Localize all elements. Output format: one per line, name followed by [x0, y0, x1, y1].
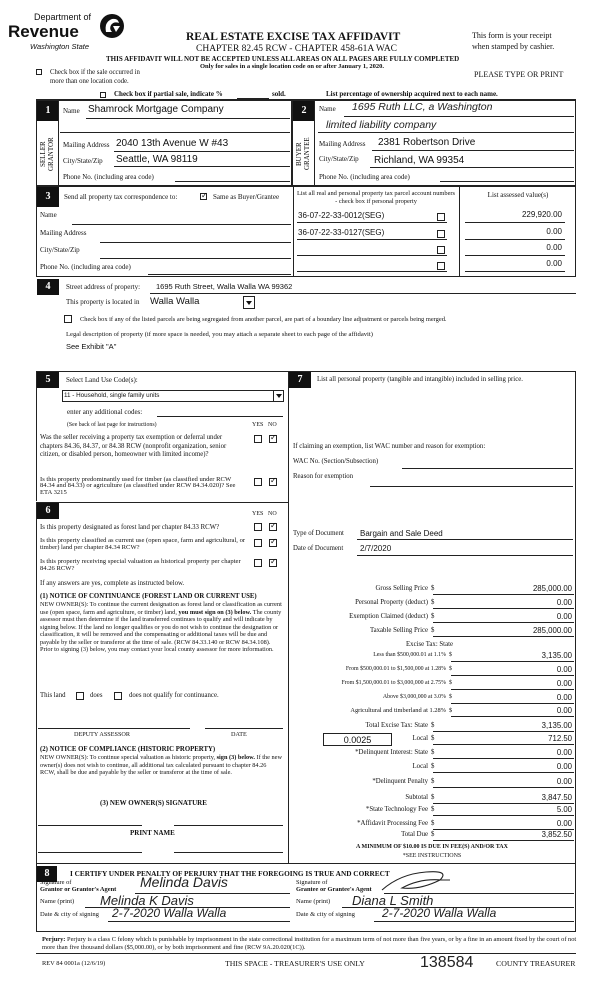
grantor-sig-label — [40, 880, 116, 893]
tax-row-value[interactable]: 0.00 — [556, 819, 572, 828]
dollar-sign: $ — [449, 666, 452, 672]
section-2-number: 2 — [293, 101, 315, 121]
local-rate-value: 0.0025 — [343, 735, 372, 745]
see-instructions: *SEE INSTRUCTIONS — [402, 853, 462, 859]
does-label: does — [90, 692, 103, 699]
exemption-label: If claiming an exemption, list WAC number and reason for exemption: — [293, 443, 486, 450]
buyer-grantee-label: BUYER GRANTEE — [295, 137, 311, 171]
buyer-city-label: City/State/Zip — [319, 155, 359, 163]
partial-sale-suffix: sold. — [272, 90, 286, 98]
doc-type-label: Type of Document — [293, 530, 344, 537]
s6-q1-yes-checkbox[interactable] — [254, 523, 262, 531]
s6-q2-no-checkbox[interactable] — [269, 539, 277, 547]
s5-q1-text: Was the seller receiving a property tax exemption or deferral under chapters 84.36, 84.37, or 84.38 RCW (nonprofit organization, senior citizen, or disabled person, homeowner with limited income)? — [40, 434, 227, 458]
buyer-mailing-field[interactable]: 2381 Robertson Drive — [378, 137, 476, 148]
s5-q2-text: Is this property predominantly used for timber (as classified under RCW 84.34 and 84.33) or agriculture (as classified under RCW 84.34.020)? See ETA 3215 — [40, 476, 236, 496]
logo-state: Washington State — [30, 42, 90, 51]
notice2-title: (2) NOTICE OF COMPLIANCE (HISTORIC PROPERTY) — [40, 746, 216, 753]
reason-label: Reason for exemption — [293, 473, 354, 480]
grantee-name-field[interactable]: Diana L Smith — [352, 893, 434, 908]
tax-row-value[interactable]: 0.00 — [556, 612, 572, 621]
grantee-date-label: Date & city of signing — [296, 911, 355, 918]
parcel-header: List all real and personal property tax parcel account numbers - check box if personal property — [296, 190, 456, 205]
dollar-sign: $ — [431, 794, 435, 801]
tax-row-value[interactable]: 3,135.00 — [541, 651, 572, 660]
notice1-text-a: NEW OWNER(S): To continue the current designation as forest land or classification as current use (open space, farm and agriculture, or timber) land, — [40, 601, 282, 616]
seller-name-field[interactable]: Shamrock Mortgage Company — [88, 104, 224, 115]
s6-no-header: NO — [268, 511, 277, 517]
rev-number: REV 84 0001a (12/6/19) — [42, 960, 106, 967]
s5-no-header: NO — [268, 422, 277, 428]
tax-row-value[interactable]: 0.00 — [556, 706, 572, 715]
doc-date-field[interactable]: 2/7/2020 — [360, 544, 392, 553]
partial-sale-checkbox[interactable] — [100, 92, 106, 98]
receipt-note-2: when stamped by cashier. — [472, 42, 555, 51]
certify-text: I CERTIFY UNDER PENALTY OF PERJURY THAT THE FOREGOING IS TRUE AND CORRECT — [70, 869, 390, 878]
legal-description-label: Legal description of property (if more space is needed, you may attach a separate sheet to each page of the affidavit) — [66, 331, 373, 338]
print-name-line-2[interactable] — [174, 852, 283, 853]
buyer-name-label: Name — [319, 105, 336, 113]
tax-row-label: *Affidavit Processing Fee — [357, 820, 428, 827]
multi-location-label: Check box if the sale occurred in more than one location code. — [50, 69, 140, 85]
s5-yes-header: YES — [252, 422, 264, 428]
print-name-label: PRINT NAME — [130, 829, 175, 837]
s6-yes-header: YES — [252, 511, 264, 517]
notice2-text — [40, 754, 282, 777]
grantor-sig-label-2: Grantor or Grantor's Agent — [40, 885, 117, 893]
tax-row-value[interactable]: 0.00 — [556, 777, 572, 786]
seller-phone-label: Phone No. (including area code) — [63, 173, 154, 181]
tax-row-value[interactable]: 0.00 — [556, 762, 572, 771]
tax-row-label: Local — [412, 735, 428, 742]
dollar-sign: $ — [431, 722, 435, 729]
wac-label: WAC No. (Section/Subsection) — [293, 458, 379, 465]
receipt-number: 138584 — [420, 954, 474, 971]
assessed-value-field[interactable]: 0.00 — [546, 227, 562, 236]
s6-q3-yes-checkbox[interactable] — [254, 559, 262, 567]
grantee-sig-label — [296, 880, 372, 893]
does-not-label: does not qualify for continuance. — [129, 692, 219, 699]
dollar-sign: $ — [431, 613, 435, 620]
logo-dept: Department of — [34, 12, 92, 22]
s6-q2-text: Is this property classified as current use (open space, farm and agricultural, or timber) land per chapter 84.34 RCW? — [40, 537, 246, 551]
street-address-field[interactable]: 1695 Ruth Street, Walla Walla WA 99362 — [156, 282, 293, 291]
grantor-date-label: Date & city of signing — [40, 911, 99, 918]
seller-name-line2[interactable] — [60, 132, 290, 133]
deputy-assessor-sig-line[interactable] — [38, 728, 190, 729]
grantee-sig-label-2: Grantee or Grantee's Agent — [296, 885, 372, 893]
buyer-name-field[interactable]: 1695 Ruth LLC, a Washington — [352, 101, 493, 113]
assessed-value-field[interactable]: 0.00 — [546, 259, 562, 268]
tax-row-value[interactable]: 0.00 — [556, 679, 572, 688]
section-5-number: 5 — [37, 372, 59, 388]
dor-swirl-icon — [98, 12, 126, 40]
this-land-label: This land — [40, 692, 66, 699]
corr-phone-field[interactable] — [148, 274, 291, 275]
tax-row-label: Less than $500,000.01 at 1.1% — [373, 652, 446, 658]
grantor-name-field[interactable]: Melinda K Davis — [100, 893, 194, 908]
section-6-number: 6 — [37, 503, 59, 519]
grantee-name-label: Name (print) — [296, 898, 331, 905]
dollar-sign: $ — [431, 778, 435, 785]
notice1-title: (1) NOTICE OF CONTINUANCE (FOREST LAND OR CURRENT USE) — [40, 593, 257, 600]
partial-sale-label: Check box if partial sale, indicate % — [114, 90, 223, 98]
dollar-sign: $ — [449, 694, 452, 700]
tax-row-label: From $1,500,000.01 to $3,000,000 at 2.75% — [341, 680, 446, 686]
tax-row-value[interactable]: 712.50 — [548, 734, 572, 743]
parcel-account-field[interactable]: 36-07-22-33-0012(SEG) — [298, 211, 385, 220]
minimum-note: A MINIMUM OF $10.00 IS DUE IN FEE(S) AND/OR TAX — [356, 844, 508, 850]
grantor-name-label: Name (print) — [40, 898, 75, 905]
dollar-sign: $ — [431, 806, 435, 813]
treasurer-use-label: THIS SPACE - TREASURER'S USE ONLY — [225, 959, 365, 968]
street-address-label: Street address of property: — [66, 283, 141, 291]
segregated-label: Check box if any of the listed parcels are being segregated from another parcel, are part of a boundary line adjustment or parcels being merged. — [80, 316, 447, 323]
form-warning: THIS AFFIDAVIT WILL NOT BE ACCEPTED UNLESS ALL AREAS ON ALL PAGES ARE FULLY COMPLETED — [106, 55, 460, 63]
new-owner-sig-line-1[interactable] — [38, 825, 142, 826]
personal-property-checkbox[interactable] — [437, 262, 445, 270]
tax-row-label: Agricultural and timberland at 1.28% — [350, 707, 446, 714]
notice2-text-a: NEW OWNER(S): To continue special valuation as historic property, — [40, 754, 216, 761]
new-owner-signature-title: (3) NEW OWNER(S) SIGNATURE — [100, 799, 207, 807]
legal-description-field[interactable]: See Exhibit "A" — [66, 342, 117, 351]
dor-logo — [8, 12, 133, 51]
personal-property-label: List all personal property (tangible and intangible) included in selling price. — [317, 376, 523, 383]
notice1-text — [40, 601, 282, 654]
tax-row-label: Gross Selling Price — [375, 585, 428, 592]
personal-property-checkbox[interactable] — [437, 230, 445, 238]
s6-q3-text: Is this property receiving special valuation as historical property per chapter 84.26 RCW? — [40, 558, 241, 572]
form-title: REAL ESTATE EXCISE TAX AFFIDAVIT — [186, 31, 401, 43]
assessed-value-field[interactable]: 0.00 — [546, 243, 562, 252]
corr-phone-label: Phone No. (including area code) — [40, 263, 131, 271]
personal-property-checkbox[interactable] — [437, 246, 445, 254]
grantee-date-field[interactable]: 2-7-2020 Walla Walla — [382, 906, 497, 920]
buyer-phone-label: Phone No. (including area code) — [319, 173, 410, 181]
corr-mailing-field[interactable] — [100, 242, 291, 243]
seller-mailing-label: Mailing Address — [63, 141, 110, 149]
chevron-down-icon — [246, 301, 252, 305]
grantor-signature-field[interactable]: Melinda Davis — [140, 874, 228, 890]
tax-row-label: Subtotal — [405, 794, 428, 801]
corr-city-label: City/State/Zip — [40, 246, 80, 254]
tax-row-label: Total Excise Tax: State — [365, 722, 428, 729]
dollar-sign: $ — [431, 763, 435, 770]
tax-row-label: *Delinquent Penalty — [372, 778, 428, 785]
buyer-mailing-label: Mailing Address — [319, 140, 366, 148]
corr-mailing-label: Mailing Address — [40, 229, 87, 237]
dollar-sign: $ — [431, 820, 435, 827]
grantor-sig-label-1: Signature of — [40, 879, 72, 886]
tax-row-label: *State Technology Fee — [365, 806, 428, 813]
dollar-sign: $ — [449, 707, 453, 714]
land-use-value: 11 - Household, single family units — [64, 392, 160, 399]
seller-phone-field[interactable] — [175, 181, 290, 182]
dollar-sign: $ — [431, 585, 435, 592]
tax-row-value[interactable]: 5.00 — [556, 805, 572, 814]
tax-row-value[interactable]: 3,852.50 — [541, 830, 572, 839]
grantor-date-field[interactable]: 2-7-2020 Walla Walla — [112, 906, 227, 920]
assessed-value-header: List assessed value(s) — [487, 191, 549, 199]
dollar-sign: $ — [431, 831, 435, 838]
seller-city-label: City/State/Zip — [63, 157, 103, 165]
notice1-text-b: The county assessor must then determine if the land transferred continues to qualify and will indicate by signing below. If the land no longer qualifies or you do not wish to continue the designation or classification, it will be removed and the compensating or additional taxes will be due and payable by the seller or transferor at the time of sale. (RCW 84.33.140 or RCW 84.34.108). Prior to signing (3) below, you may contact your local county assessor for more information. — [40, 608, 282, 653]
additional-codes-field[interactable] — [157, 416, 283, 417]
s6-q2-yes-checkbox[interactable] — [254, 539, 262, 547]
tax-row-value[interactable]: 0.00 — [556, 665, 572, 674]
notice2-text-b: If the new owner(s) does not wish to continue, all additional tax calculated pursuant to chapter 84.26 RCW, shall be due and payable by the seller or transferor at the time of sale. — [40, 754, 283, 776]
s5-q1-no-checkbox[interactable] — [269, 435, 277, 443]
section-3-number: 3 — [37, 187, 59, 207]
county-dropdown-button[interactable] — [243, 296, 255, 309]
assessor-date-line[interactable] — [205, 728, 283, 729]
date-label: DATE — [231, 731, 247, 738]
tax-row-label: Taxable Selling Price — [369, 627, 428, 634]
county-select[interactable]: Walla Walla — [150, 296, 200, 307]
perjury-bold: Perjury: — [42, 936, 66, 943]
form-only-for: Only for sales in a single location code on or after January 1, 2020. — [200, 63, 384, 70]
section-4-number: 4 — [37, 279, 59, 295]
ownership-note: List percentage of ownership acquired next to each name. — [326, 90, 498, 98]
land-use-label: Select Land Use Code(s): — [66, 376, 138, 384]
land-use-dropdown-button[interactable] — [273, 391, 283, 401]
segregated-checkbox[interactable] — [64, 315, 72, 323]
dollar-sign: $ — [449, 652, 452, 658]
does-qualify-checkbox[interactable] — [76, 692, 84, 700]
tax-row-label: Local — [412, 763, 428, 770]
logo-revenue: Revenue — [8, 22, 79, 41]
land-use-select[interactable] — [62, 390, 284, 402]
tax-row-value[interactable]: 285,000.00 — [532, 626, 572, 635]
notice2-text-bold: sign (3) below. — [216, 754, 255, 761]
does-not-qualify-checkbox[interactable] — [114, 692, 122, 700]
section-1-number: 1 — [37, 101, 59, 121]
land-use-instructions: (See back of last page for instructions) — [67, 422, 157, 428]
excise-tax-header: Excise Tax: State — [406, 641, 453, 648]
section-8-number: 8 — [37, 866, 57, 882]
print-name-line-1[interactable] — [38, 852, 142, 853]
dollar-sign: $ — [431, 627, 435, 634]
tax-row-label: Total Due — [401, 831, 428, 838]
buyer-name-field-line2[interactable]: limited liability company — [326, 119, 437, 131]
s6-q3-no-checkbox[interactable] — [269, 559, 277, 567]
corr-city-field[interactable] — [100, 258, 291, 259]
corr-name-field[interactable] — [72, 224, 291, 225]
tax-row-label: Above $3,000,000 at 3.0% — [382, 694, 446, 700]
deputy-assessor-label: DEPUTY ASSESSOR — [74, 731, 130, 738]
located-in-label: This property is located in — [66, 298, 140, 306]
tax-row-label: From $500,000.01 to $1,500,000 at 1.28% — [345, 666, 446, 672]
s6-q1-text: Is this property designated as forest land per chapter 84.33 RCW? — [40, 524, 220, 531]
grantee-signature-field[interactable] — [380, 868, 460, 894]
if-yes-note: If any answers are yes, complete as instructed below. — [40, 580, 185, 587]
tax-row-value[interactable]: 285,000.00 — [532, 584, 572, 593]
chevron-down-icon — [276, 394, 282, 398]
perjury-notice — [42, 936, 578, 952]
tax-row-value[interactable]: 0.00 — [556, 748, 572, 757]
doc-date-label: Date of Document — [293, 545, 344, 552]
grantee-sig-label-1: Signature of — [296, 879, 328, 886]
tax-row-value[interactable]: 3,847.50 — [541, 793, 572, 802]
tax-row-label: Exemption Claimed (deduct) — [349, 613, 428, 620]
perjury-text: Perjury is a class C felony which is punishable by imprisonment in the state correctional institution for a maximum term of not more than five years, or by a fine in an amount fixed by the court of not more than five thousand dollars ($5,000.00), or by both imprisonment and fine (RCW 9A.20.020(1C)). — [42, 936, 577, 951]
personal-property-checkbox[interactable] — [437, 213, 445, 221]
assessed-value-field[interactable]: 229,920.00 — [521, 210, 562, 219]
seller-mailing-field[interactable]: 2040 13th Avenue W #43 — [116, 138, 229, 149]
parcel-account-field[interactable]: 36-07-22-33-0127(SEG) — [298, 228, 385, 237]
send-correspondence-label: Send all property tax correspondence to: — [64, 193, 178, 201]
same-as-buyer-label: Same as Buyer/Grantee — [213, 193, 280, 201]
corr-name-label: Name — [40, 211, 57, 219]
receipt-note-1: This form is your receipt — [472, 31, 552, 40]
notice1-text-bold: you must sign on (3) below. — [178, 608, 252, 616]
buyer-phone-field[interactable] — [440, 181, 574, 182]
additional-codes-label: enter any additional codes: — [67, 408, 143, 416]
dollar-sign: $ — [431, 749, 435, 756]
type-or-print: PLEASE TYPE OR PRINT — [474, 70, 564, 79]
dollar-sign: $ — [431, 599, 435, 606]
doc-type-field[interactable]: Bargain and Sale Deed — [360, 529, 443, 538]
dollar-sign: $ — [449, 680, 452, 686]
tax-row-label: Personal Property (deduct) — [355, 599, 428, 606]
section-7-number: 7 — [289, 372, 311, 388]
local-rate-field[interactable] — [323, 733, 392, 746]
same-as-buyer-checkbox[interactable] — [200, 193, 207, 200]
dollar-sign: $ — [431, 735, 435, 742]
tax-row-value[interactable]: 3,135.00 — [541, 721, 572, 730]
county-treasurer-label: COUNTY TREASURER — [496, 959, 576, 968]
form-chapter: CHAPTER 82.45 RCW - CHAPTER 458-61A WAC — [196, 44, 398, 54]
wac-field[interactable] — [402, 468, 573, 469]
s5-q1-yes-checkbox[interactable] — [254, 435, 262, 443]
reason-field[interactable] — [370, 486, 573, 487]
new-owner-sig-line-2[interactable] — [174, 825, 283, 826]
s5-q2-no-checkbox[interactable] — [269, 478, 277, 486]
multi-location-checkbox[interactable] — [36, 69, 42, 75]
seller-name-label: Name — [63, 107, 80, 115]
s5-q2-yes-checkbox[interactable] — [254, 478, 262, 486]
tax-row-value[interactable]: 0.00 — [556, 598, 572, 607]
section-6-special — [36, 502, 288, 864]
tax-row-value[interactable]: 0.00 — [556, 693, 572, 702]
buyer-city-field[interactable]: Richland, WA 99354 — [374, 155, 465, 166]
seller-grantor-label: SELLER GRANTOR — [39, 137, 55, 171]
seller-city-field[interactable]: Seattle, WA 98119 — [116, 154, 198, 165]
s6-q1-no-checkbox[interactable] — [269, 523, 277, 531]
tax-row-label: *Delinquent Interest: State — [355, 749, 428, 756]
